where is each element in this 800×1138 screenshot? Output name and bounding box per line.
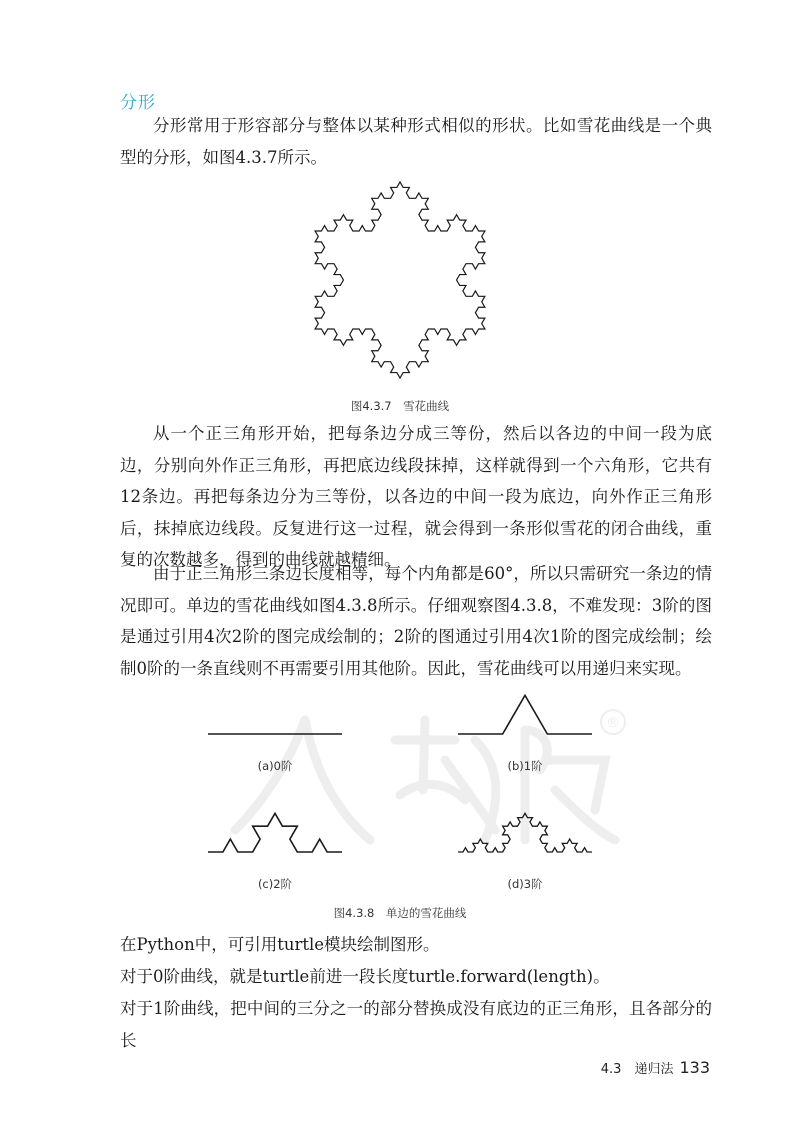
- paragraph-4: 在Python中，可引用turtle模块绘制图形。: [120, 935, 440, 954]
- koch-order-1-figure: [458, 690, 592, 740]
- figure-4-3-7-caption: 图4.3.7 雪花曲线: [350, 399, 450, 413]
- panel-d-label: (d)3阶: [507, 877, 543, 891]
- snowflake-curve: [315, 182, 485, 378]
- paragraph-3: 由于正三角形三条边长度相等，每个内角都是60°，所以只需研究一条边的情况即可。单边的雪花曲线如图4.3.8所示。仔细观察图4.3.8，不难发现：3阶的图是通过引用4次2阶的图完成绘制的；2阶的图通过引用4次1阶的图完成绘制；绘制0阶的一条直线则不再需要引用其他阶。因此，雪花曲线可以用递归来实现。: [120, 564, 712, 678]
- paragraph-6: 对于1阶曲线，把中间的三分之一的部分替换成没有底边的正三角形，且各部分的长: [120, 999, 712, 1050]
- koch-order-0-figure: [208, 690, 342, 740]
- watermark-mark: ®: [606, 715, 620, 731]
- panel-a-label: (a)0阶: [257, 759, 293, 773]
- paragraph-1: 分形常用于形容部分与整体以某种形式相似的形状。比如雪花曲线是一个典型的分形，如图4.3.7所示。: [120, 116, 712, 167]
- panel-b-label: (b)1阶: [507, 759, 543, 773]
- section-title: 分形: [120, 93, 156, 113]
- koch-order-2-figure: [208, 808, 342, 858]
- footer-section: 4.3 递归法: [600, 1062, 674, 1077]
- figure-4-3-8-caption: 图4.3.8 单边的雪花曲线: [333, 906, 467, 920]
- paragraph-5: 对于0阶曲线，就是turtle前进一段长度turtle.forward(length)。: [120, 967, 610, 986]
- page-footer: [560, 1058, 710, 1077]
- panel-c-label: (c)2阶: [257, 877, 293, 891]
- snowflake-figure: [295, 168, 505, 388]
- paragraph-2: 从一个正三角形开始，把每条边分成三等份，然后以各边的中间一段为底边，分别向外作正三角形，再把底边线段抹掉，这样就得到一个六角形，它共有12条边。再把每条边分为三等份，以各边的中间一段为底边，向外作正三角形后，抹掉底边线段。反复进行这一过程，就会得到一条形似雪花的闭合曲线，重复的次数越多，得到的曲线就越精细。: [120, 424, 712, 569]
- koch-order-3-figure: [458, 808, 592, 858]
- page-number: 133: [679, 1058, 710, 1077]
